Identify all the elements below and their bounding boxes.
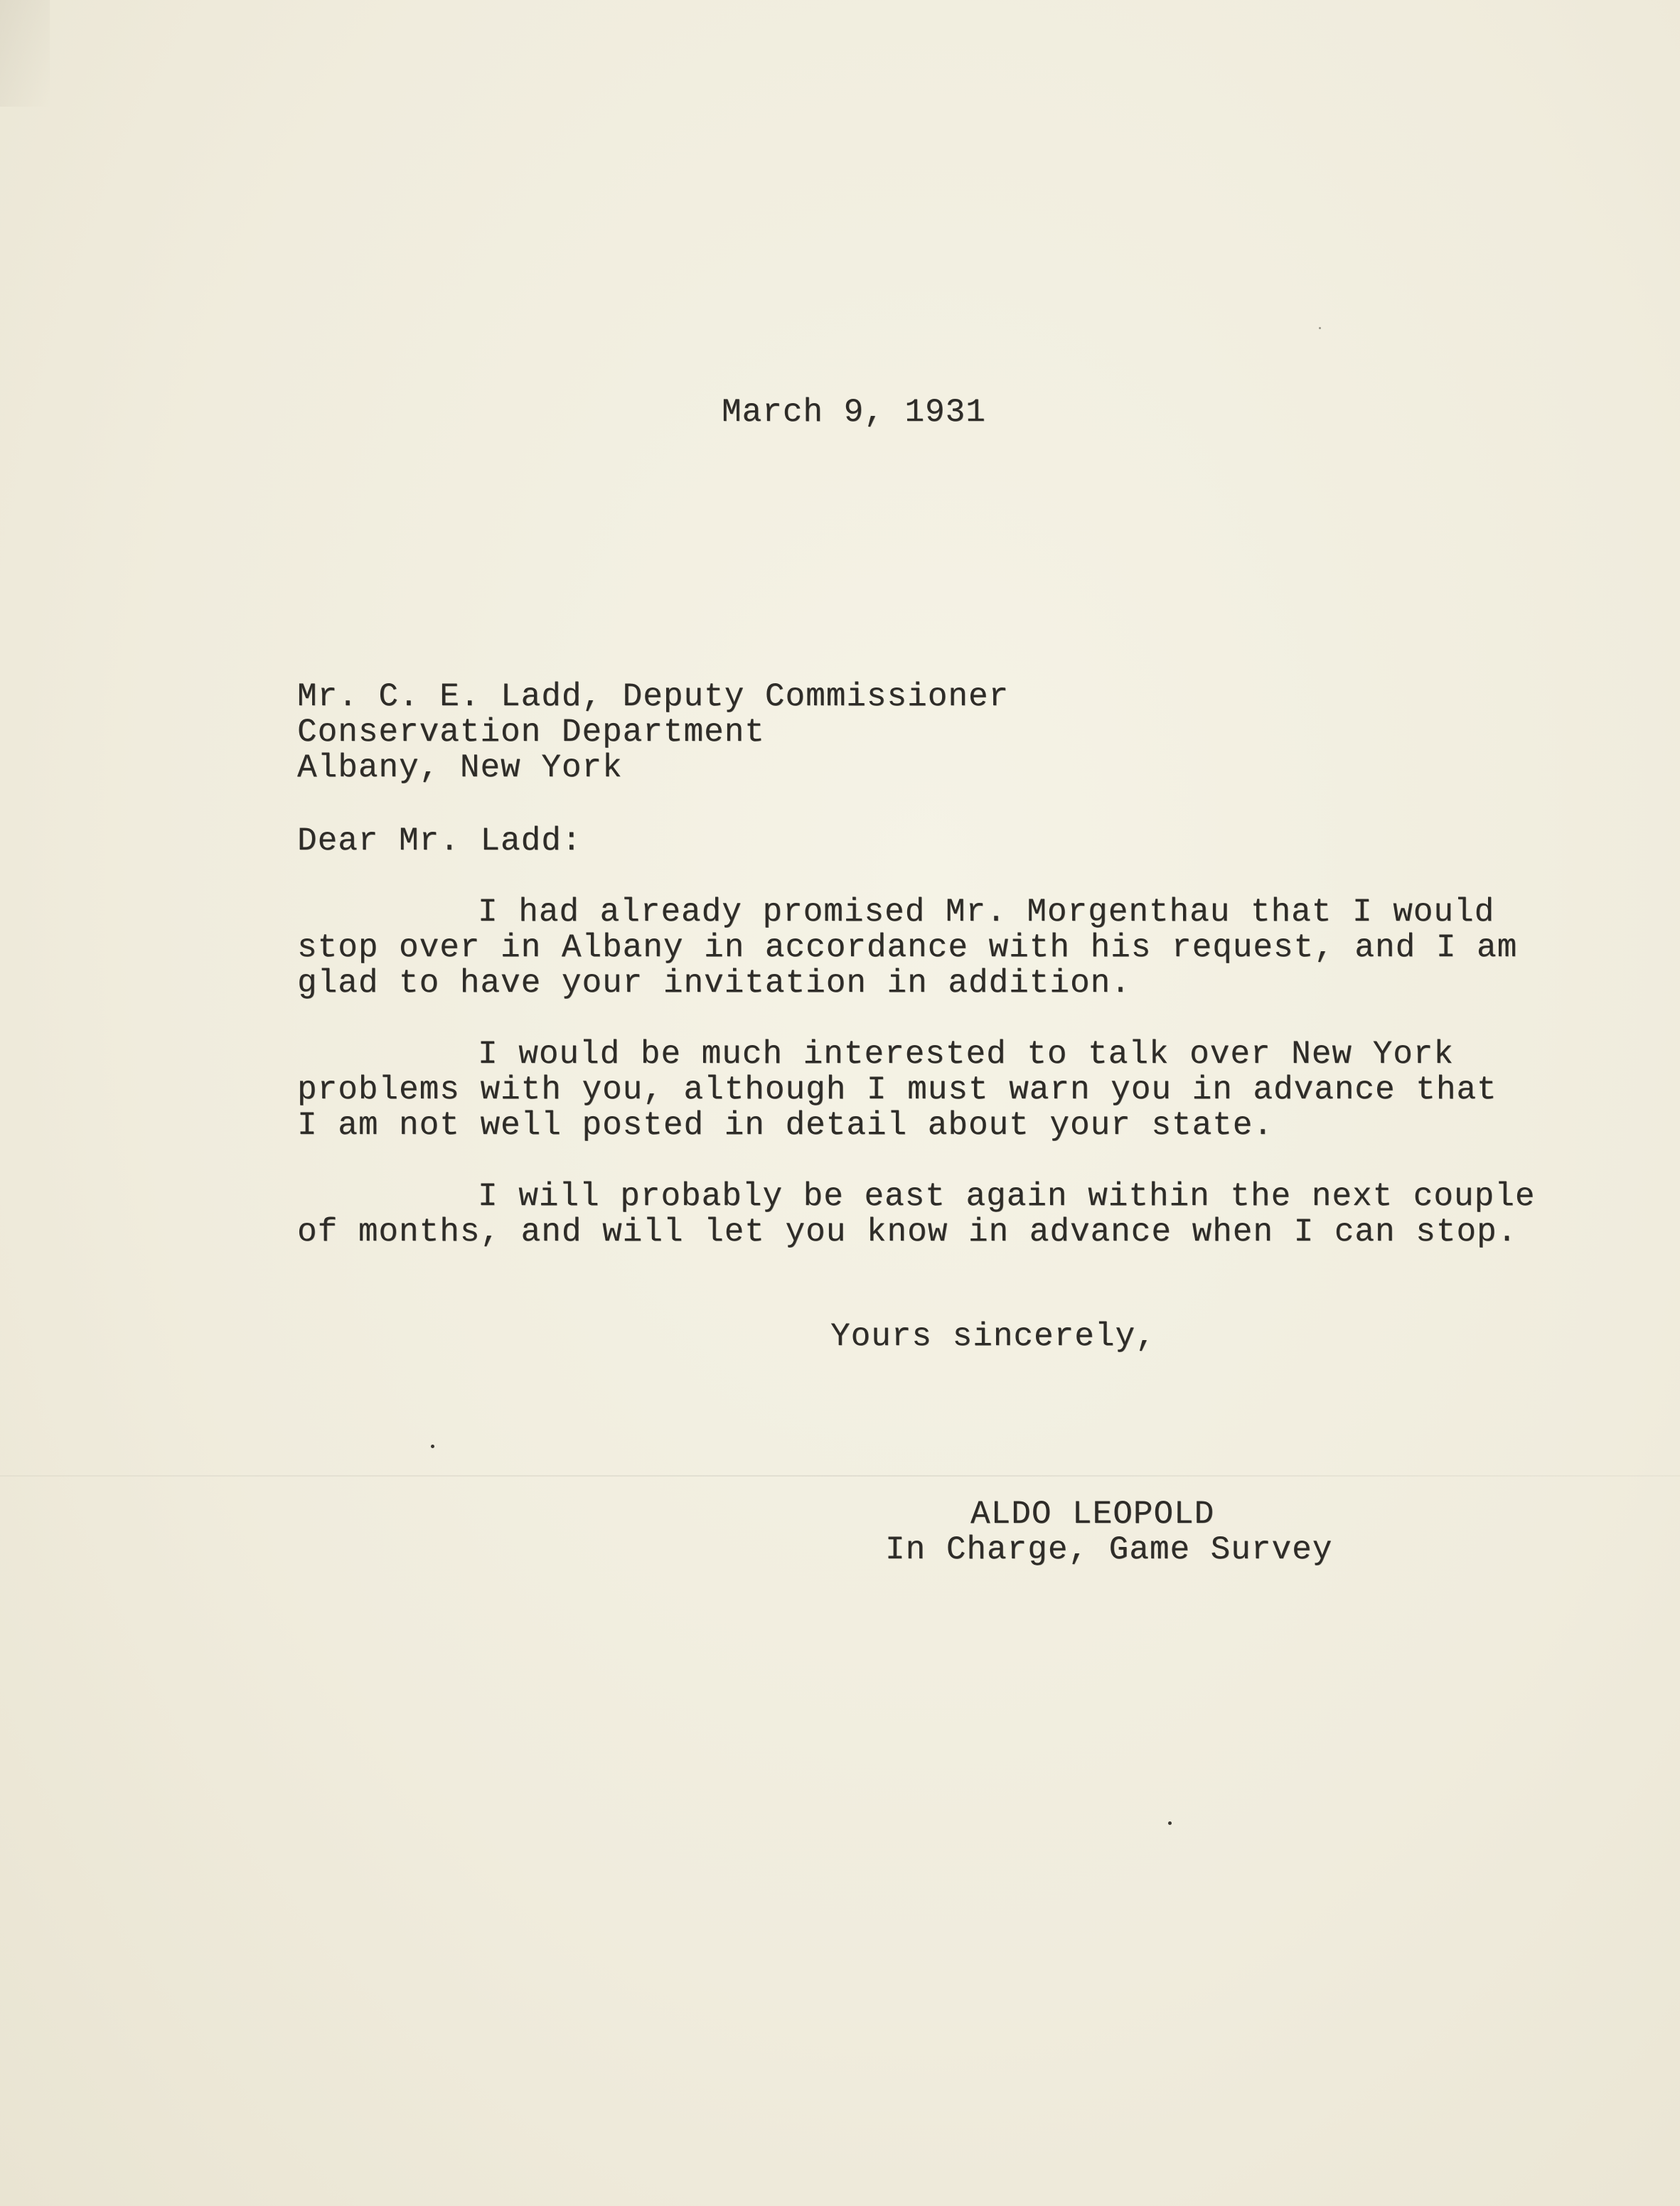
ink-speck bbox=[1319, 327, 1321, 329]
paragraph-1-line-3: glad to have your invitation in addition. bbox=[297, 965, 1131, 1002]
letter-date: March 9, 1931 bbox=[722, 394, 986, 431]
paragraph-3-line-1: I will probably be east again within the next couple bbox=[478, 1178, 1536, 1215]
signer-title: In Charge, Game Survey bbox=[885, 1531, 1333, 1568]
ink-speck bbox=[1168, 1821, 1172, 1825]
recipient-line-1: Mr. C. E. Ladd, Deputy Commissioner bbox=[297, 678, 1010, 715]
paper-scuff bbox=[0, 0, 50, 107]
paragraph-1-line-2: stop over in Albany in accordance with his request, and I am bbox=[297, 929, 1518, 966]
paper-fold-line bbox=[0, 1475, 1680, 1477]
paragraph-2-line-1: I would be much interested to talk over New York bbox=[478, 1036, 1455, 1073]
signer-name: ALDO LEOPOLD bbox=[970, 1496, 1215, 1533]
ink-speck bbox=[431, 1445, 434, 1448]
closing: Yours sincerely, bbox=[830, 1318, 1156, 1355]
paragraph-3-line-2: of months, and will let you know in advance when I can stop. bbox=[297, 1214, 1518, 1251]
recipient-line-3: Albany, New York bbox=[297, 749, 623, 786]
salutation: Dear Mr. Ladd: bbox=[297, 823, 582, 860]
paragraph-2-line-2: problems with you, although I must warn you in advance that bbox=[297, 1071, 1497, 1108]
paragraph-2-line-3: I am not well posted in detail about your state. bbox=[297, 1107, 1274, 1144]
recipient-line-2: Conservation Department bbox=[297, 714, 765, 751]
paragraph-1-line-1: I had already promised Mr. Morgenthau that I would bbox=[478, 894, 1495, 931]
